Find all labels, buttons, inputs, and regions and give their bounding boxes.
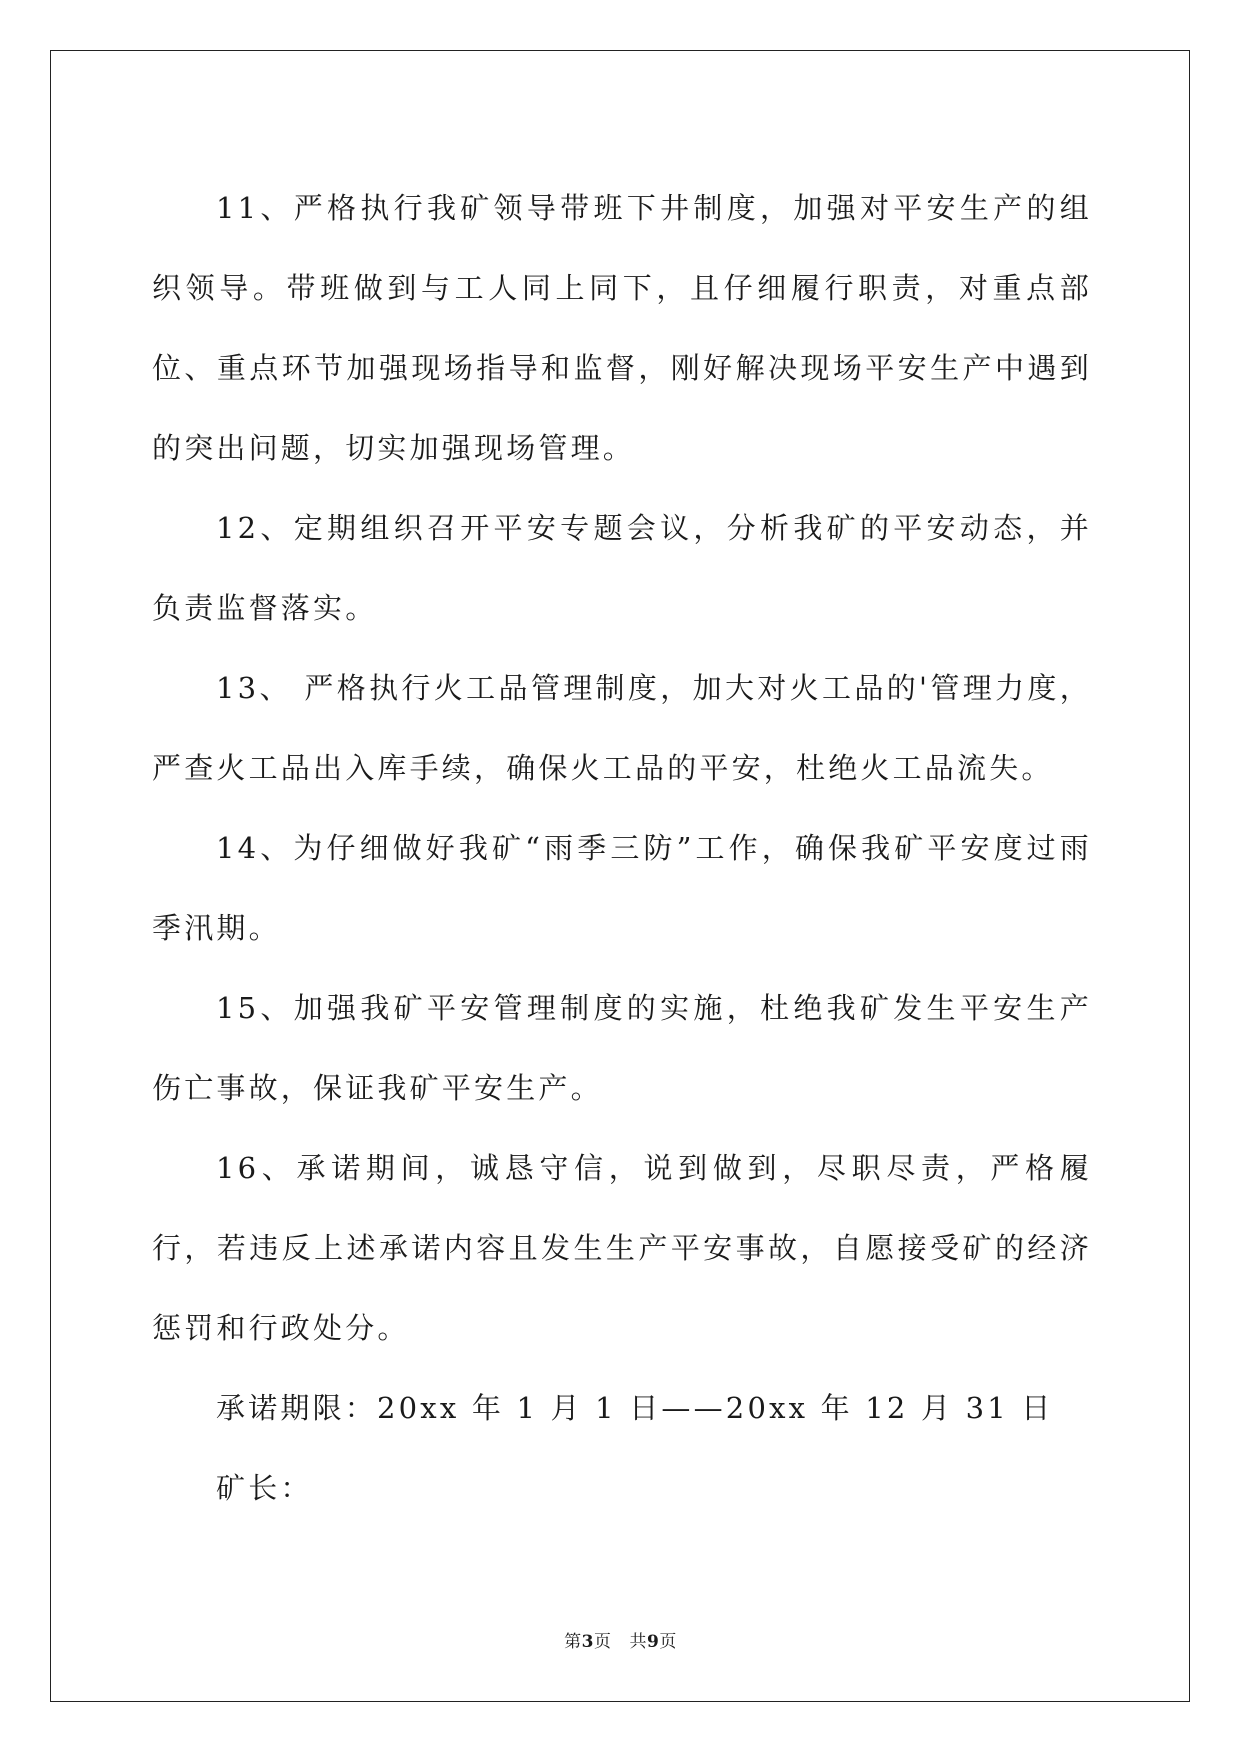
- signature-label: 矿长：: [216, 1471, 313, 1505]
- paragraph-15: 15、加强我矿平安管理制度的实施，杜绝我矿发生平安生产伤亡事故，保证我矿平安生产。: [152, 991, 1092, 1105]
- page-footer: [0, 1627, 1241, 1652]
- total-suffix: 页: [659, 1632, 677, 1652]
- paragraph-13: 13、 严格执行火工品管理制度，加大对火工品的'管理力度，严查火工品出入库手续，确保火工品的平安，杜绝火工品流失。: [152, 671, 1092, 785]
- commitment-term: 承诺期限：20xx 年 1 月 1 日——20xx 年 12 月 31 日: [216, 1391, 1054, 1425]
- page-prefix: 第: [564, 1632, 582, 1652]
- paragraph-11: 11、严格执行我矿领导带班下井制度，加强对平安生产的组织领导。带班做到与工人同上同下，且仔细履行职责，对重点部位、重点环节加强现场指导和监督，刚好解决现场平安生产中遇到的突出问题，切实加强现场管理。: [152, 191, 1092, 465]
- paragraph-14: 14、为仔细做好我矿“雨季三防”工作，确保我矿平安度过雨季汛期。: [152, 831, 1092, 945]
- document-body: [152, 168, 1092, 1528]
- paragraph-12: 12、定期组织召开平安专题会议，分析我矿的平安动态，并负责监督落实。: [152, 511, 1092, 625]
- page-suffix: 页: [594, 1632, 612, 1652]
- page-current: 3: [581, 1632, 594, 1652]
- total-prefix: 共: [629, 1632, 647, 1652]
- page-total: 9: [647, 1632, 660, 1652]
- paragraph-16: 16、承诺期间，诚恳守信，说到做到，尽职尽责，严格履行，若违反上述承诺内容且发生生产平安事故，自愿接受矿的经济惩罚和行政处分。: [152, 1151, 1092, 1345]
